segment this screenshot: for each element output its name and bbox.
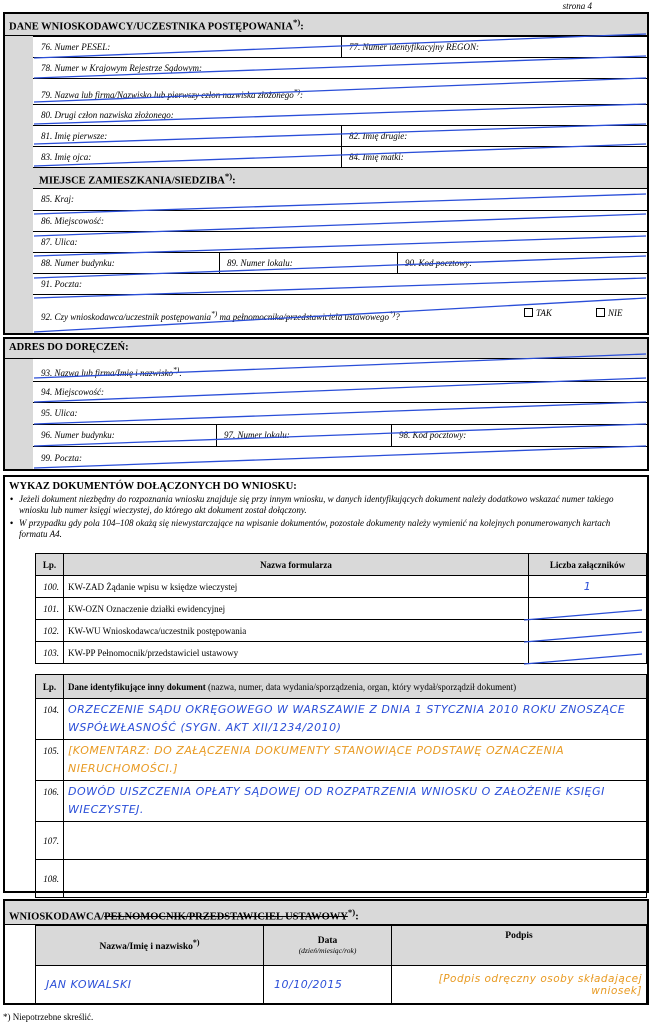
field-97-apartment[interactable]: 97. Numer lokalu:	[224, 430, 290, 440]
attachment-count[interactable]	[529, 598, 647, 620]
signature-header: WNIOSKODAWCA/PEŁNOMOCNIK/PRZEDSTAWICIEL USTAWOWY*):	[5, 901, 647, 925]
field-82-second-name[interactable]: 82. Imię drugie:	[349, 131, 408, 141]
applicant-header-text: DANE WNIOSKODAWCY/UCZESTNIKA POSTĘPOWANIA	[9, 21, 293, 33]
field-92-question: 92. Czy wnioskodawca/uczestnik postępowania*) ma pełnomocnika/przedstawiciela ustawowego*)?	[41, 309, 400, 322]
field-79-name[interactable]: 79. Nazwa lub firma/Nazwisko lub pierwszy człon nazwiska złożonego*):	[41, 87, 304, 100]
delivery-section	[3, 337, 649, 471]
document-entry[interactable]	[64, 822, 647, 860]
form-name: KW-PP Pełnomocnik/przedstawiciel ustawowy	[64, 642, 529, 664]
checkbox-no[interactable]: NIE	[588, 308, 623, 318]
signer-name[interactable]: JAN KOWALSKI	[36, 966, 264, 1004]
page-number: strona 4	[562, 1, 592, 11]
field-83-father-name[interactable]: 83. Imię ojca:	[41, 152, 92, 162]
col-signature: Podpis	[392, 926, 647, 966]
field-85-country[interactable]: 85. Kraj:	[41, 194, 75, 204]
signature-field[interactable]: [Podpis odręczny osoby składającej wniosek]	[392, 966, 647, 1004]
table-row: 101. KW-OZN Oznaczenie działki ewidencyjnej	[36, 598, 647, 620]
forms-table	[35, 553, 647, 664]
attachment-count[interactable]	[529, 620, 647, 642]
table-row: 105. [KOMENTARZ: DO ZAŁĄCZENIA DOKUMENTY STANOWIĄCE PODSTAWĘ OZNACZENIA NIERUCHOMOŚCI.]	[36, 740, 647, 781]
delivery-header: ADRES DO DORĘCZEŃ:	[5, 339, 647, 359]
field-88-building[interactable]: 88. Numer budynku:	[41, 258, 115, 268]
document-entry[interactable]	[64, 860, 647, 898]
table-row: 100. KW-ZAD Żądanie wpisu w księdze wieczystej 1	[36, 576, 647, 598]
field-93-name[interactable]: 93. Nazwa lub firma/Imię i nazwisko*):	[41, 365, 183, 378]
form-name: KW-OZN Oznaczenie działki ewidencyjnej	[64, 598, 529, 620]
field-81-first-name[interactable]: 81. Imię pierwsze:	[41, 131, 108, 141]
attachment-count[interactable]: 1	[529, 576, 647, 598]
applicant-header: DANE WNIOSKODAWCY/UCZESTNIKA POSTĘPOWANIA*):	[5, 14, 647, 36]
signature-date[interactable]: 10/10/2015	[264, 966, 392, 1004]
document-entry[interactable]: ORZECZENIE SĄDU OKRĘGOWEGO W WARSZAWIE Z DNIA 1 STYCZNIA 2010 ROKU ZNOSZĄCE WSPÓŁWŁASNOŚĆ (SYGN. AKT XII/1234/2010)	[64, 699, 647, 740]
other-col-desc: Dane identyfikujące inny dokument (nazwa, numer, data wydania/sporządzenia, organ, który wydał/sporządził dokument)	[64, 675, 647, 699]
document-entry[interactable]: DOWÓD UISZCZENIA OPŁATY SĄDOWEJ OD ROZPATRZENIA WNIOSKU O ZAŁOŻENIE KSIĘGI WIECZYSTEJ.	[64, 781, 647, 822]
field-77-regon[interactable]: 77. Numer identyfikacyjny REGON:	[349, 42, 479, 52]
document-entry[interactable]: [KOMENTARZ: DO ZAŁĄCZENIA DOKUMENTY STANOWIĄCE PODSTAWĘ OZNACZENIA NIERUCHOMOŚCI.]	[64, 740, 647, 781]
field-76-pesel[interactable]: 76. Numer PESEL:	[41, 42, 111, 52]
field-80-second-surname[interactable]: 80. Drugi człon nazwiska złożonego:	[41, 110, 174, 120]
field-89-apartment[interactable]: 89. Numer lokalu:	[227, 258, 293, 268]
other-documents-table	[35, 674, 647, 898]
table-row: 104. ORZECZENIE SĄDU OKRĘGOWEGO W WARSZAWIE Z DNIA 1 STYCZNIA 2010 ROKU ZNOSZĄCE WSPÓŁWŁASNOŚĆ (SYGN. AKT XII/1234/2010)	[36, 699, 647, 740]
col-attachment-count: Liczba załączników	[529, 554, 647, 576]
field-99-post-office[interactable]: 99. Poczta:	[41, 453, 82, 463]
field-96-building[interactable]: 96. Numer budynku:	[41, 430, 115, 440]
other-col-lp: Lp.	[36, 675, 64, 699]
residence-header: MIEJSCE ZAMIESZKANIA/SIEDZIBA*):	[33, 167, 647, 189]
col-date: Data (dzień/miesiąc/rok)	[264, 926, 392, 966]
field-91-post-office[interactable]: 91. Poczta:	[41, 279, 82, 289]
applicant-section	[3, 12, 649, 335]
table-row: 108.	[36, 860, 647, 898]
col-form-name: Nazwa formularza	[64, 554, 529, 576]
field-78-krs[interactable]: 78. Numer w Krajowym Rejestrze Sądowym:	[41, 63, 202, 73]
table-row: 106. DOWÓD UISZCZENIA OPŁATY SĄDOWEJ OD ROZPATRZENIA WNIOSKU O ZAŁOŻENIE KSIĘGI WIECZYSTEJ.	[36, 781, 647, 822]
checkbox-yes[interactable]: TAK	[516, 308, 552, 318]
applicant-header-mark: *)	[292, 17, 301, 27]
field-84-mother-name[interactable]: 84. Imię matki:	[349, 152, 404, 162]
field-87-street[interactable]: 87. Ulica:	[41, 237, 78, 247]
field-94-city[interactable]: 94. Miejscowość:	[41, 387, 104, 397]
form-name: KW-WU Wnioskodawca/uczestnik postępowania	[64, 620, 529, 642]
table-row: 102. KW-WU Wnioskodawca/uczestnik postępowania	[36, 620, 647, 642]
col-lp: Lp.	[36, 554, 64, 576]
signature-table	[35, 925, 647, 1004]
documents-section	[3, 475, 649, 893]
field-90-postcode[interactable]: 90. Kod pocztowy:	[405, 258, 473, 268]
documents-note-1: • Jeżeli dokument niezbędny do rozpoznania wniosku znajduje się przy innym wniosku, w danych identyfikujących dokument należy dodatkowo wskazać numer takiego wniosku lub numer księgi wieczystej, do którego akt dokument został dołączony.	[10, 494, 614, 515]
form-name: KW-ZAD Żądanie wpisu w księdze wieczystej	[64, 576, 529, 598]
table-row: 103. KW-PP Pełnomocnik/przedstawiciel ustawowy	[36, 642, 647, 664]
field-98-postcode[interactable]: 98. Kod pocztowy:	[399, 430, 467, 440]
documents-header: WYKAZ DOKUMENTÓW DOŁĄCZONYCH DO WNIOSKU:	[9, 481, 297, 492]
col-signer-name: Nazwa/Imię i nazwisko*)	[36, 926, 264, 966]
field-86-city[interactable]: 86. Miejscowość:	[41, 216, 104, 226]
field-95-street[interactable]: 95. Ulica:	[41, 408, 78, 418]
table-row: 107.	[36, 822, 647, 860]
signature-section	[3, 899, 649, 1005]
documents-note-2: • W przypadku gdy pola 104–108 okażą się niewystarczające na wpisanie dokumentów, pozostałe dokumenty należy wymienić na kolejnych ponumerowanych kartach formatu A4.	[10, 518, 611, 539]
attachment-count[interactable]	[529, 642, 647, 664]
footnote: *) Niepotrzebne skreślić.	[3, 1012, 94, 1022]
